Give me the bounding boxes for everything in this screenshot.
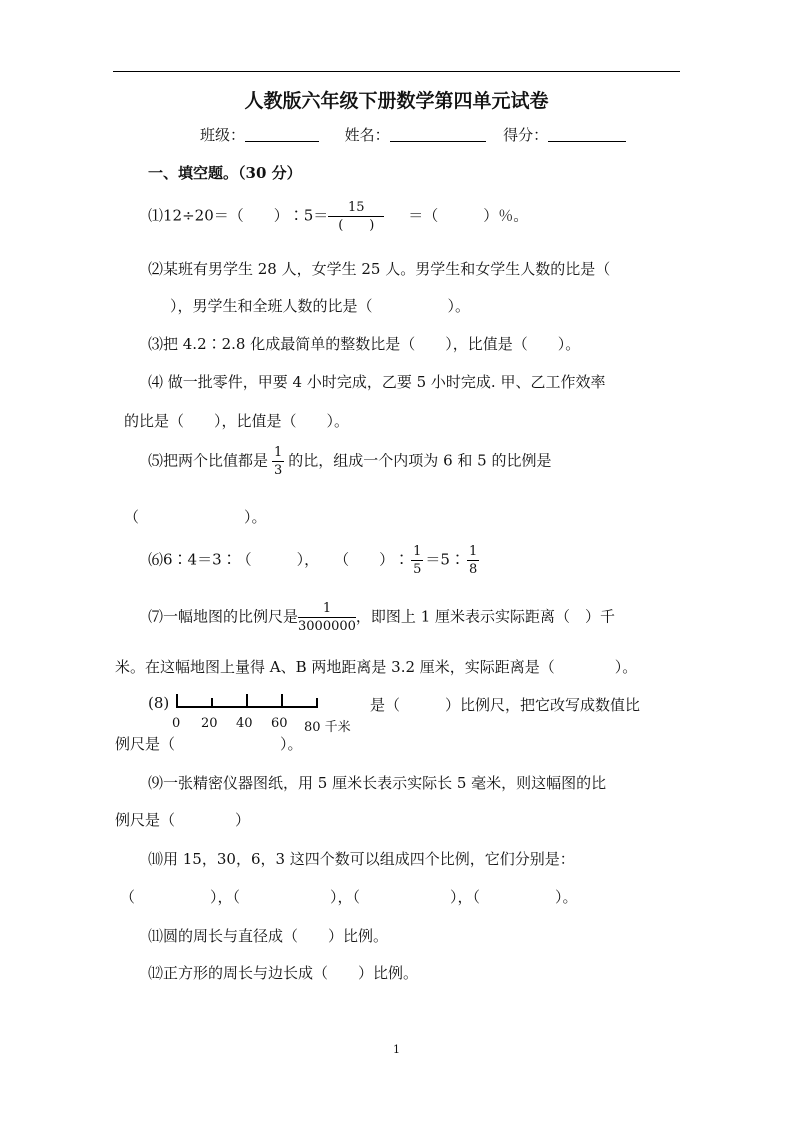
- q6-frac2-num: 1: [468, 544, 478, 559]
- q5-frac-num: 1: [274, 445, 283, 460]
- q1-text-a: ⑴12÷20＝（ ）∶5＝: [148, 206, 329, 225]
- q6-frac1-num: 1: [413, 544, 422, 559]
- name-blank[interactable]: [390, 127, 486, 142]
- page-title: 人教版六年级下册数学第四单元试卷: [244, 90, 549, 112]
- question-10-line-2: （ ），（ ），（ ），（ ）。: [120, 888, 578, 906]
- question-8-line-2: 例尺是（ ）。: [115, 735, 303, 753]
- q6-fraction-1: [411, 545, 423, 576]
- scale-label-80: 80 千米: [304, 720, 351, 735]
- name-label: 姓名：: [344, 126, 390, 144]
- scale-label-0: 0: [172, 716, 181, 731]
- scale-tick: [246, 694, 248, 708]
- scale-label-40: 40: [236, 716, 253, 731]
- class-label: 班级：: [200, 126, 246, 144]
- q1-frac-num: 15: [328, 201, 384, 217]
- scale-label-20: 20: [201, 716, 218, 731]
- scale-tick: [211, 698, 213, 708]
- question-5-line-2: （ ）。: [124, 508, 267, 526]
- question-8-prefix: (8): [148, 694, 170, 712]
- page-number: 1: [393, 1043, 400, 1056]
- question-10-line-1: ⑽用 15，30，6，3 这四个数可以组成四个比例，它们分别是：: [148, 850, 575, 868]
- scale-tick: [316, 698, 318, 708]
- question-3: ⑶把 4.2∶2.8 化成最简单的整数比是（ ），比值是（ ）。: [148, 335, 581, 353]
- q6-fraction-2: [467, 545, 479, 576]
- scale-tick: [281, 694, 283, 708]
- question-5-line-1: [148, 446, 551, 477]
- header-rule: [113, 71, 680, 72]
- q5-frac-den: 3: [274, 463, 283, 478]
- q7-text-b: ，即图上 1 厘米表示实际距离（ ）千: [355, 607, 616, 626]
- class-blank[interactable]: [245, 127, 319, 142]
- q7-frac-den: 3000000: [298, 619, 356, 634]
- scale-label-60: 60: [271, 716, 288, 731]
- question-2-line-1: ⑵某班有男学生 28 人，女学生 25 人。男学生和女学生人数的比是（: [148, 260, 611, 278]
- question-7-line-1: [148, 602, 615, 633]
- question-4-line-2: 的比是（ ），比值是（ ）。: [124, 412, 350, 430]
- question-1: [148, 201, 528, 232]
- question-12: ⑿正方形的周长与边长成（ ）比例。: [148, 964, 419, 982]
- question-6: [148, 545, 481, 576]
- question-11: ⑾圆的周长与直径成（ ）比例。: [148, 927, 389, 945]
- score-label: 得分：: [503, 126, 549, 144]
- question-8-line-1: 是（ ）比例尺，把它改写成数值比: [370, 696, 641, 714]
- question-7-line-2: 米。在这幅地图上量得 A、B 两地距离是 3.2 厘米，实际距离是（ ）。: [115, 658, 638, 676]
- q5-text-b: 的比，组成一个内项为 6 和 5 的比例是: [288, 451, 552, 470]
- section-heading: 一、填空题。（30 分）: [148, 164, 302, 182]
- q5-fraction: [272, 446, 284, 477]
- q5-text-a: ⑸把两个比值都是: [148, 451, 269, 470]
- scale-tick: [176, 694, 178, 708]
- q7-frac-num: 1: [298, 602, 356, 618]
- question-9-line-2: 例尺是（ ）: [115, 811, 251, 829]
- q6-frac1-den: 5: [413, 562, 422, 577]
- question-2-line-2: ），男学生和全班人数的比是（ ）。: [170, 297, 471, 315]
- q1-text-b: ＝（ ）％。: [408, 206, 529, 225]
- q6-text-a: ⑹6∶4＝3∶（ ）， （ ）∶: [148, 550, 410, 569]
- q6-frac2-den: 8: [468, 562, 478, 577]
- score-blank[interactable]: [548, 127, 626, 142]
- question-9-line-1: ⑼一张精密仪器图纸，用 5 厘米长表示实际长 5 毫米，则这幅图的比: [148, 774, 607, 792]
- info-line: [200, 124, 626, 145]
- q7-text-a: ⑺一幅地图的比例尺是: [148, 607, 299, 626]
- q7-fraction: [298, 602, 356, 633]
- question-4-line-1: ⑷ 做一批零件，甲要 4 小时完成，乙要 5 小时完成. 甲、乙工作效率: [148, 373, 606, 391]
- q1-fraction: [328, 201, 384, 232]
- q6-text-b: ＝5∶: [425, 550, 465, 569]
- q1-frac-den: ( ): [338, 218, 375, 233]
